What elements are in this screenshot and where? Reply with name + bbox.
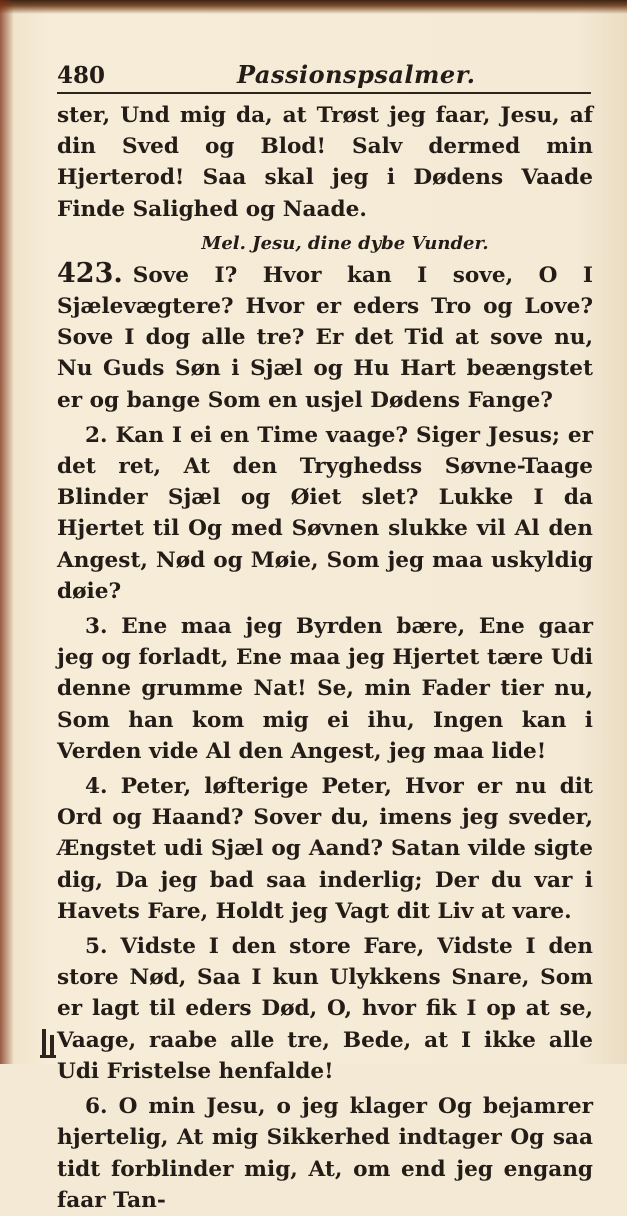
verse-text: Ene maa jeg Byrden bære, Ene gaar jeg og forladt, Ene maa jeg Hjertet tære Udi denne grumme Nat! Se, min Fader tier nu, Som han kom mig ei ihu, Ingen kan i Verden vide Al den Angest, jeg maa lide! [57,614,593,764]
page-top-edge [0,0,627,14]
page-body [57,100,593,1216]
verse-number: 4. [85,774,108,800]
carryover-paragraph: ster, Und mig da, at Trøst jeg faar, Jesu, af din Sved og Blod! Salv dermed min Hjerterod! Saa skal jeg i Dødens Vaade Finde Salighed og Naade. [57,103,593,222]
verse-6 [57,1091,593,1216]
header-rule [57,92,591,94]
verse-3 [57,611,593,767]
verse-number: 2. [85,422,108,448]
running-head: Passionspsalmer. [237,60,476,89]
verse-4 [57,771,593,927]
verse-2 [57,420,593,607]
verse-number: 3. [85,614,108,640]
printer-mark-icon [36,1025,60,1059]
verse-number: 5. [85,934,108,960]
hymn-first-verse-text: Sove I? Hvor kan I sove, O I Sjælevægtere? Hvor er eders Tro og Love? Sove I dog alle tre? Er det Tid at sove nu, Nu Guds Søn i Sjæl og Hu Hart beængstet er og bange Som en usjel Dødens Fange? [57,262,593,413]
verse-text: Vidste I den store Fare, Vidste I den store Nød, Saa I kun Ulykkens Snare, Som er lagt til eders Død, O, hvor fik I op at se, Vaage, raabe alle tre, Bede, at I ikke alle Udi Fristelse henfalde! [57,934,593,1084]
hymn-number: 423. [57,257,123,289]
page-number: 480 [57,62,106,89]
verse-number: 6. [85,1094,108,1120]
page-header [57,56,587,92]
melody-line: Mel. Jesu, dine dybe Vunder. [201,232,489,254]
hymn-first-verse [57,258,593,416]
verse-text: Peter, løfterige Peter, Hvor er nu dit Ord og Haand? Sover du, imens jeg sveder, Ængstet udi Sjæl og Aand? Satan vilde sigte dig, Da jeg bad saa inderlig; Der du var i Havets Fare, Holdt jeg Vagt dit Liv at vare. [57,774,593,924]
verse-text: Kan I ei en Time vaage? Siger Jesus; er det ret, At den Tryghedss Søvne-Taage Blinder Sjæl og Øiet slet? Lukke I da Hjertet til Og med Søvnen slukke vil Al den Angest, Nød og Møie, Som jeg maa uskyldig døie? [57,422,593,604]
page-left-edge [0,0,14,1064]
verse-text: O min Jesu, o jeg klager Og bejamrer hjertelig, At mig Sikkerhed indtager Og saa tidt forblinder mig, At, om end jeg engang faar Tan- [57,1094,593,1213]
